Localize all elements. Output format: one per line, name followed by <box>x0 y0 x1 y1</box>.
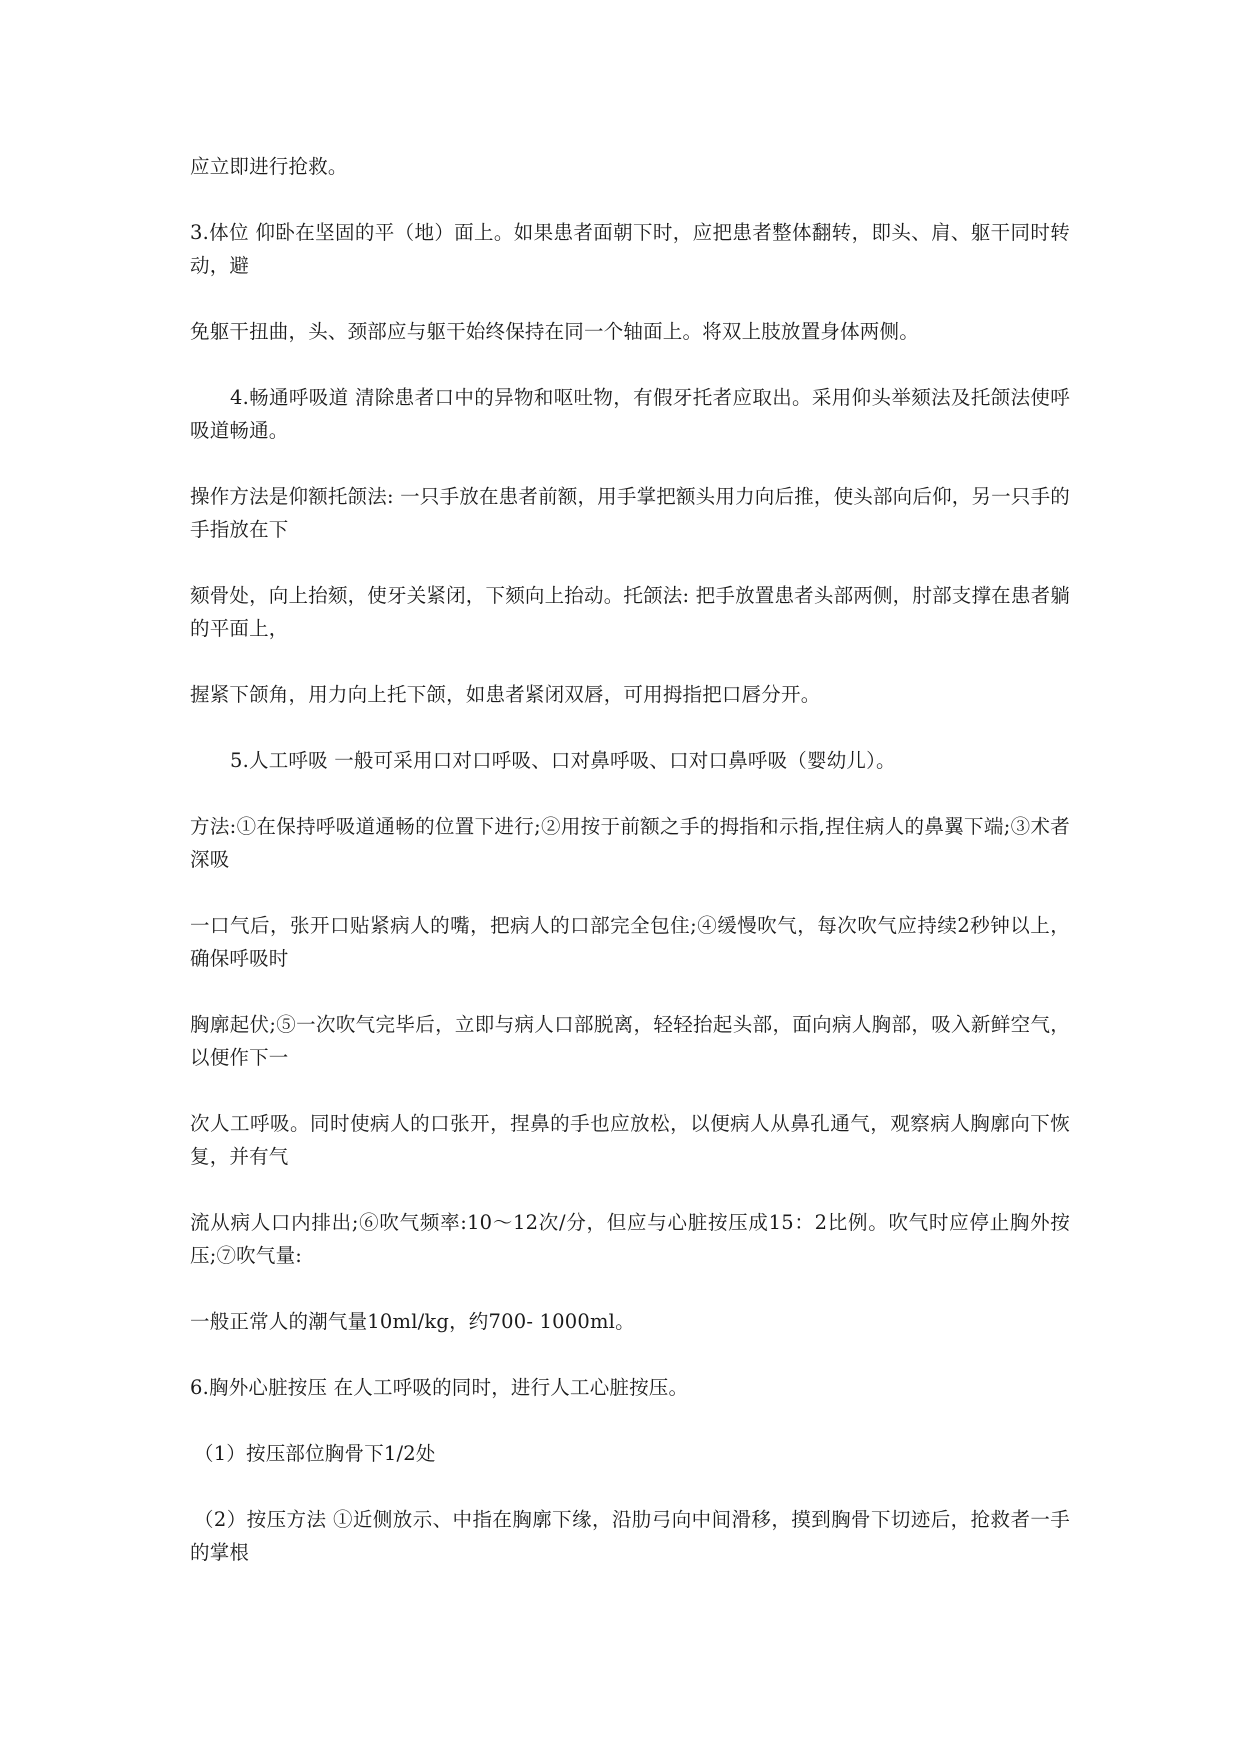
paragraph-10: 一口气后，张开口贴紧病人的嘴，把病人的口部完全包住;④缓慢吹气，每次吹气应持续2秒钟以上，确保呼吸时 <box>190 914 1070 970</box>
paragraph-2: 3.体位 仰卧在坚固的平（地）面上。如果患者面朝下时，应把患者整体翻转，即头、肩、躯干同时转动，避 <box>190 221 1070 277</box>
paragraph-14: 一般正常人的潮气量10ml/kg，约700- 1000ml。 <box>190 1310 635 1333</box>
paragraph-5: 操作方法是仰额托颌法: 一只手放在患者前额，用手掌把额头用力向后推，使头部向后仰，另一只手的手指放在下 <box>190 485 1070 541</box>
paragraph-16: （1）按压部位胸骨下1/2处 <box>194 1442 436 1465</box>
paragraph-9: 方法:①在保持呼吸道通畅的位置下进行;②用按于前额之手的拇指和示指,捏住病人的鼻翼下端;③术者深吸 <box>190 815 1070 871</box>
document-body <box>190 150 1070 1569</box>
paragraph-6: 颏骨处，向上抬颏，使牙关紧闭，下颏向上抬动。托颌法: 把手放置患者头部两侧，肘部支撑在患者躺的平面上， <box>190 584 1070 640</box>
paragraph-8: 5.人工呼吸 一般可采用口对口呼吸、口对鼻呼吸、口对口鼻呼吸（婴幼儿）。 <box>230 749 896 772</box>
paragraph-4: 4.畅通呼吸道 清除患者口中的异物和呕吐物，有假牙托者应取出。采用仰头举颏法及托颌法使呼吸道畅通。 <box>190 386 1070 442</box>
paragraph-3: 免躯干扭曲，头、颈部应与躯干始终保持在同一个轴面上。将双上肢放置身体两侧。 <box>190 320 919 343</box>
paragraph-11: 胸廓起伏;⑤一次吹气完毕后，立即与病人口部脱离，轻轻抬起头部，面向病人胸部，吸入新鲜空气，以便作下一 <box>190 1013 1070 1069</box>
paragraph-15: 6.胸外心脏按压 在人工呼吸的同时，进行人工心脏按压。 <box>190 1376 689 1399</box>
paragraph-7: 握紧下颌角，用力向上托下颌，如患者紧闭双唇，可用拇指把口唇分开。 <box>190 683 821 706</box>
paragraph-17: （2）按压方法 ①近侧放示、中指在胸廓下缘，沿肋弓向中间滑移，摸到胸骨下切迹后，抢救者一手的掌根 <box>190 1508 1070 1564</box>
paragraph-13: 流从病人口内排出;⑥吹气频率:10～12次/分，但应与心脏按压成15：2比例。吹气时应停止胸外按压;⑦吹气量: <box>190 1211 1070 1267</box>
paragraph-12: 次人工呼吸。同时使病人的口张开，捏鼻的手也应放松，以便病人从鼻孔通气，观察病人胸廓向下恢复，并有气 <box>190 1112 1070 1168</box>
paragraph-1: 应立即进行抢救。 <box>190 155 348 178</box>
